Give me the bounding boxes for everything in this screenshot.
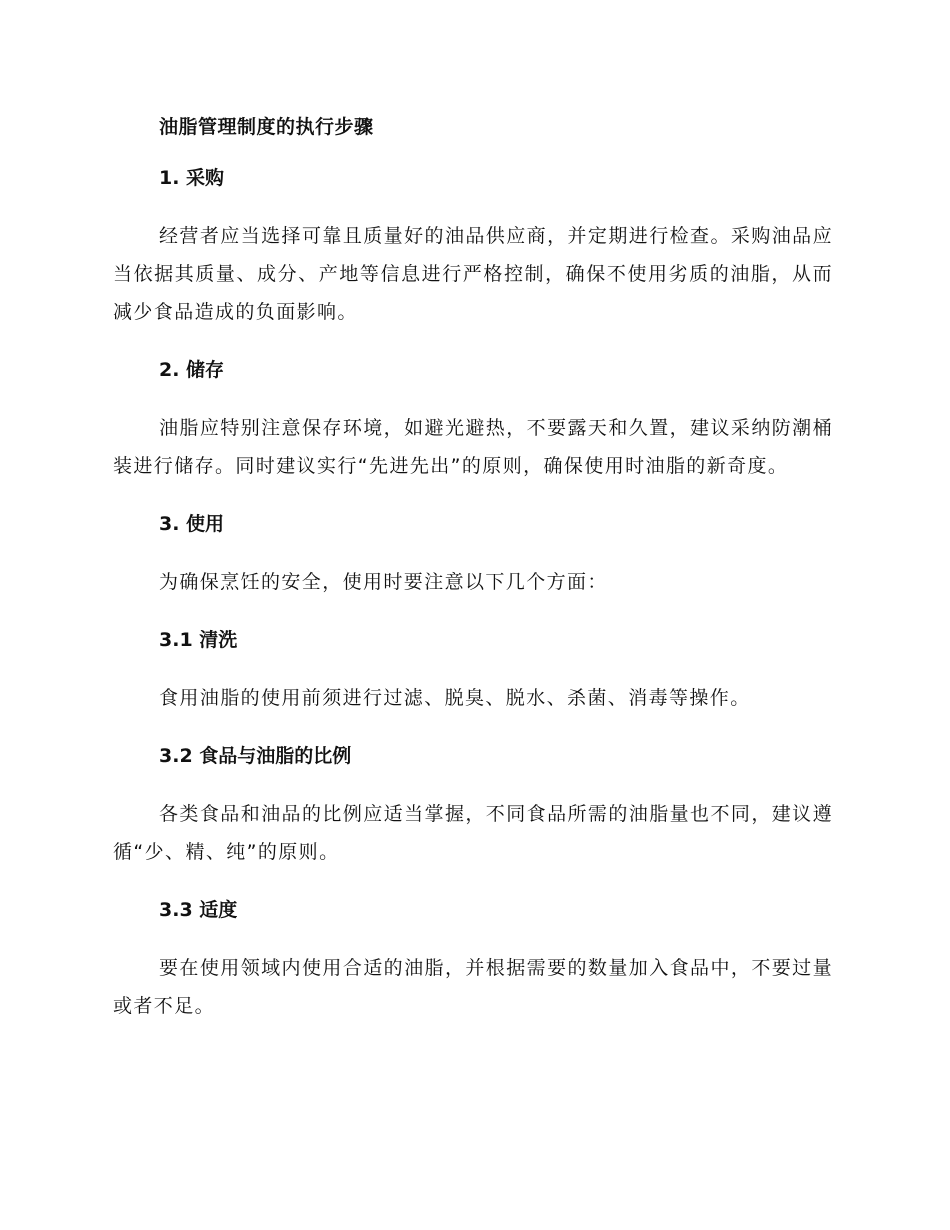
section-heading-cleaning: 3.1 清洗: [159, 629, 238, 651]
section-paragraph-ratio: 各类食品和油品的比例应适当掌握，不同食品所需的油脂量也不同，建议遵循“少、精、纯”的原则。: [113, 803, 833, 863]
section-heading-moderation: 3.3 适度: [159, 899, 238, 921]
document-page: [113, 100, 833, 1025]
spacer: [113, 653, 833, 679]
section-heading-usage: 3. 使用: [159, 513, 225, 535]
spacer: [113, 140, 833, 165]
spacer: [113, 717, 833, 743]
section-paragraph-moderation: 要在使用领域内使用合适的油脂，并根据需要的数量加入食品中，不要过量或者不足。: [113, 957, 833, 1017]
section-heading-storage: 2. 储存: [159, 359, 225, 381]
section-heading-ratio: 3.2 食品与油脂的比例: [159, 745, 352, 767]
spacer: [113, 769, 833, 795]
spacer: [113, 485, 833, 511]
section-paragraph-usage: 为确保烹饪的安全，使用时要注意以下几个方面：: [159, 571, 608, 593]
section-paragraph-cleaning: 食用油脂的使用前须进行过滤、脱臭、脱水、杀菌、消毒等操作。: [159, 687, 751, 709]
section-paragraph-storage: 油脂应特别注意保存环境，如避光避热，不要露天和久置，建议采纳防潮桶装进行储存。同时建议实行“先进先出”的原则，确保使用时油脂的新奇度。: [113, 417, 833, 477]
spacer: [113, 191, 833, 217]
spacer: [113, 383, 833, 409]
spacer: [113, 537, 833, 563]
spacer: [113, 871, 833, 897]
spacer: [113, 331, 833, 357]
spacer: [113, 601, 833, 627]
document-title: 油脂管理制度的执行步骤: [159, 116, 374, 138]
section-heading-purchase: 1. 采购: [159, 167, 225, 189]
section-paragraph-purchase: 经营者应当选择可靠且质量好的油品供应商，并定期进行检查。采购油品应当依据其质量、成分、产地等信息进行严格控制，确保不使用劣质的油脂，从而减少食品造成的负面影响。: [113, 225, 833, 323]
spacer: [113, 923, 833, 949]
